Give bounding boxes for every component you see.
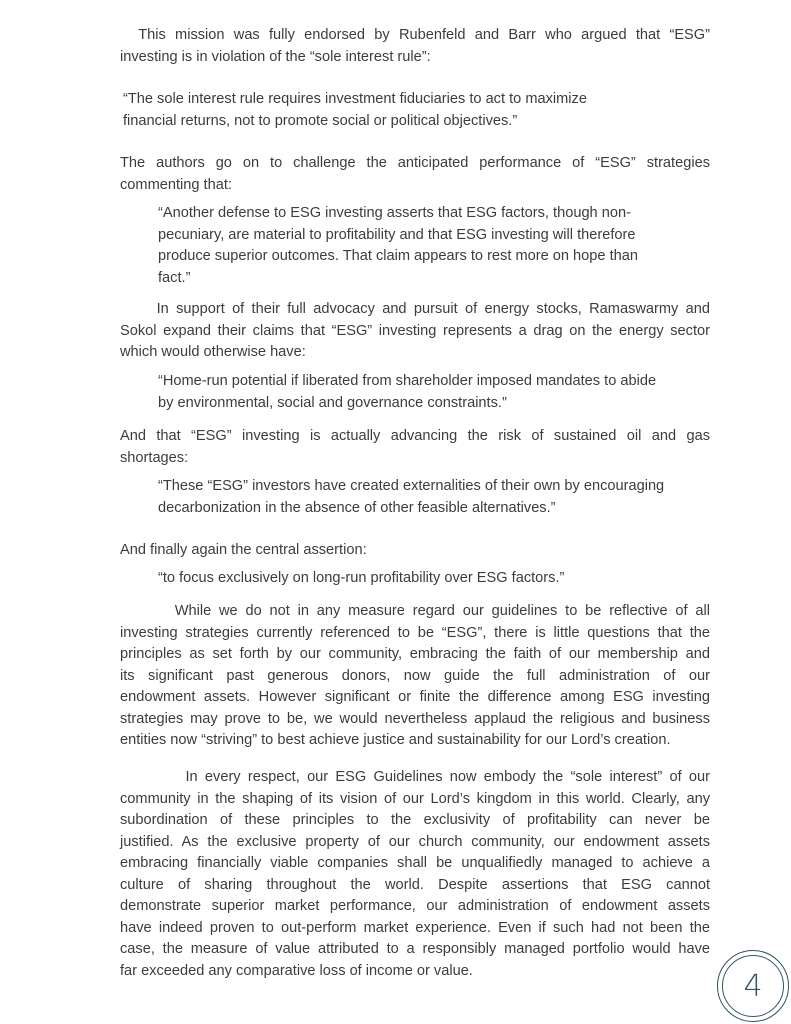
text-line: Sokol expand their claims that “ESG” investing represents a drag on the energy sector bbox=[120, 322, 710, 339]
quote-another-defense bbox=[158, 203, 698, 289]
text-line: “Home-run potential if liberated from shareholder imposed mandates to abide bbox=[158, 373, 657, 389]
text-line: by environmental, social and governance constraints.” bbox=[158, 394, 507, 411]
text-line: “These “ESG” investors have created externalities of their own by encouraging bbox=[158, 478, 665, 494]
text-line: pecuniary, are material to profitability and that ESG investing will therefore bbox=[158, 226, 636, 243]
text-line: strategies may prove to be, we would nevertheless applaud the religious and business bbox=[120, 710, 710, 727]
text-line: And that “ESG” investing is actually advancing the risk of sustained oil and gas bbox=[120, 428, 710, 444]
text-line: justified. As the exclusive property of our church community, our endowment assets bbox=[120, 833, 710, 850]
quote-externalities bbox=[158, 476, 698, 519]
paragraph-authors-challenge bbox=[120, 153, 710, 196]
text-line: investing strategies currently referenced to be “ESG”, there is little questions that the bbox=[120, 624, 710, 641]
text-line: “to focus exclusively on long-run profitability over ESG factors.” bbox=[158, 570, 565, 586]
text-line: While we do not in any measure regard our guidelines to be reflective of all bbox=[120, 603, 710, 619]
text-line: have indeed proven to out-perform market experience. Even if such had not been the bbox=[120, 919, 710, 936]
text-line: In support of their full advocacy and pursuit of energy stocks, Ramaswarmy and bbox=[120, 301, 710, 317]
text-line: entities now “striving” to best achieve justice and sustainability for our Lord’s creation. bbox=[120, 732, 671, 748]
quote-home-run bbox=[158, 371, 698, 414]
text-line: The authors go on to challenge the anticipated performance of “ESG” strategies bbox=[120, 155, 710, 171]
paragraph-central-assertion bbox=[120, 540, 710, 562]
text-line: demonstrate superior market performance, our administration of endowment assets bbox=[120, 898, 710, 914]
text-line: subordination of these principles to the exclusivity of profitability can never be bbox=[120, 812, 710, 828]
page-number: 4 bbox=[722, 955, 784, 1017]
text-line: which would otherwise have: bbox=[120, 344, 306, 360]
paragraph-every-respect bbox=[120, 767, 710, 982]
text-line: community in the shaping of its vision of our Lord’s kingdom in this world. Clearly, any bbox=[120, 790, 710, 807]
text-line: far exceeded any comparative loss of income or value. bbox=[120, 962, 473, 979]
text-line: endowment assets. However significant or finite the difference among ESG investing bbox=[120, 689, 710, 705]
paragraph-endorsement bbox=[120, 25, 710, 68]
quote-sole-interest-rule bbox=[123, 89, 643, 132]
text-line: “The sole interest rule requires investment fiduciaries to act to maximize bbox=[123, 91, 587, 107]
paragraph-guidelines bbox=[120, 601, 710, 752]
quote-long-run-profitability bbox=[158, 568, 698, 590]
text-line: its significant past generous donors, now guide the full administration of our bbox=[120, 667, 710, 684]
text-line: fact.” bbox=[158, 269, 191, 286]
text-line: embracing financially viable companies shall be unqualifiedly managed to achieve a bbox=[120, 855, 710, 871]
paragraph-ramaswarmy-sokol bbox=[120, 299, 710, 364]
text-line: And finally again the central assertion: bbox=[120, 542, 367, 558]
text-line: culture of sharing throughout the world. Despite assertions that ESG cannot bbox=[120, 876, 710, 893]
text-line: In every respect, our ESG Guidelines now embody the “sole interest” of our bbox=[120, 769, 710, 785]
text-line: commenting that: bbox=[120, 176, 232, 193]
text-line: produce superior outcomes. That claim appears to rest more on hope than bbox=[158, 248, 638, 264]
text-line: shortages: bbox=[120, 449, 189, 466]
text-line: “Another defense to ESG investing asserts that ESG factors, though non- bbox=[158, 205, 631, 221]
text-line: investing is in violation of the “sole interest rule”: bbox=[120, 48, 431, 65]
paragraph-shortages bbox=[120, 426, 710, 469]
text-line: This mission was fully endorsed by Rubenfeld and Barr who argued that “ESG” bbox=[120, 27, 710, 43]
text-line: principles as set forth by our community, embracing the faith of our membership and bbox=[120, 646, 710, 662]
text-line: decarbonization in the absence of other feasible alternatives.” bbox=[158, 499, 556, 516]
page-number-badge bbox=[717, 950, 789, 1022]
text-line: financial returns, not to promote social or political objectives.” bbox=[123, 112, 518, 129]
text-line: case, the measure of value attributed to a responsibly managed portfolio would have bbox=[120, 941, 710, 957]
